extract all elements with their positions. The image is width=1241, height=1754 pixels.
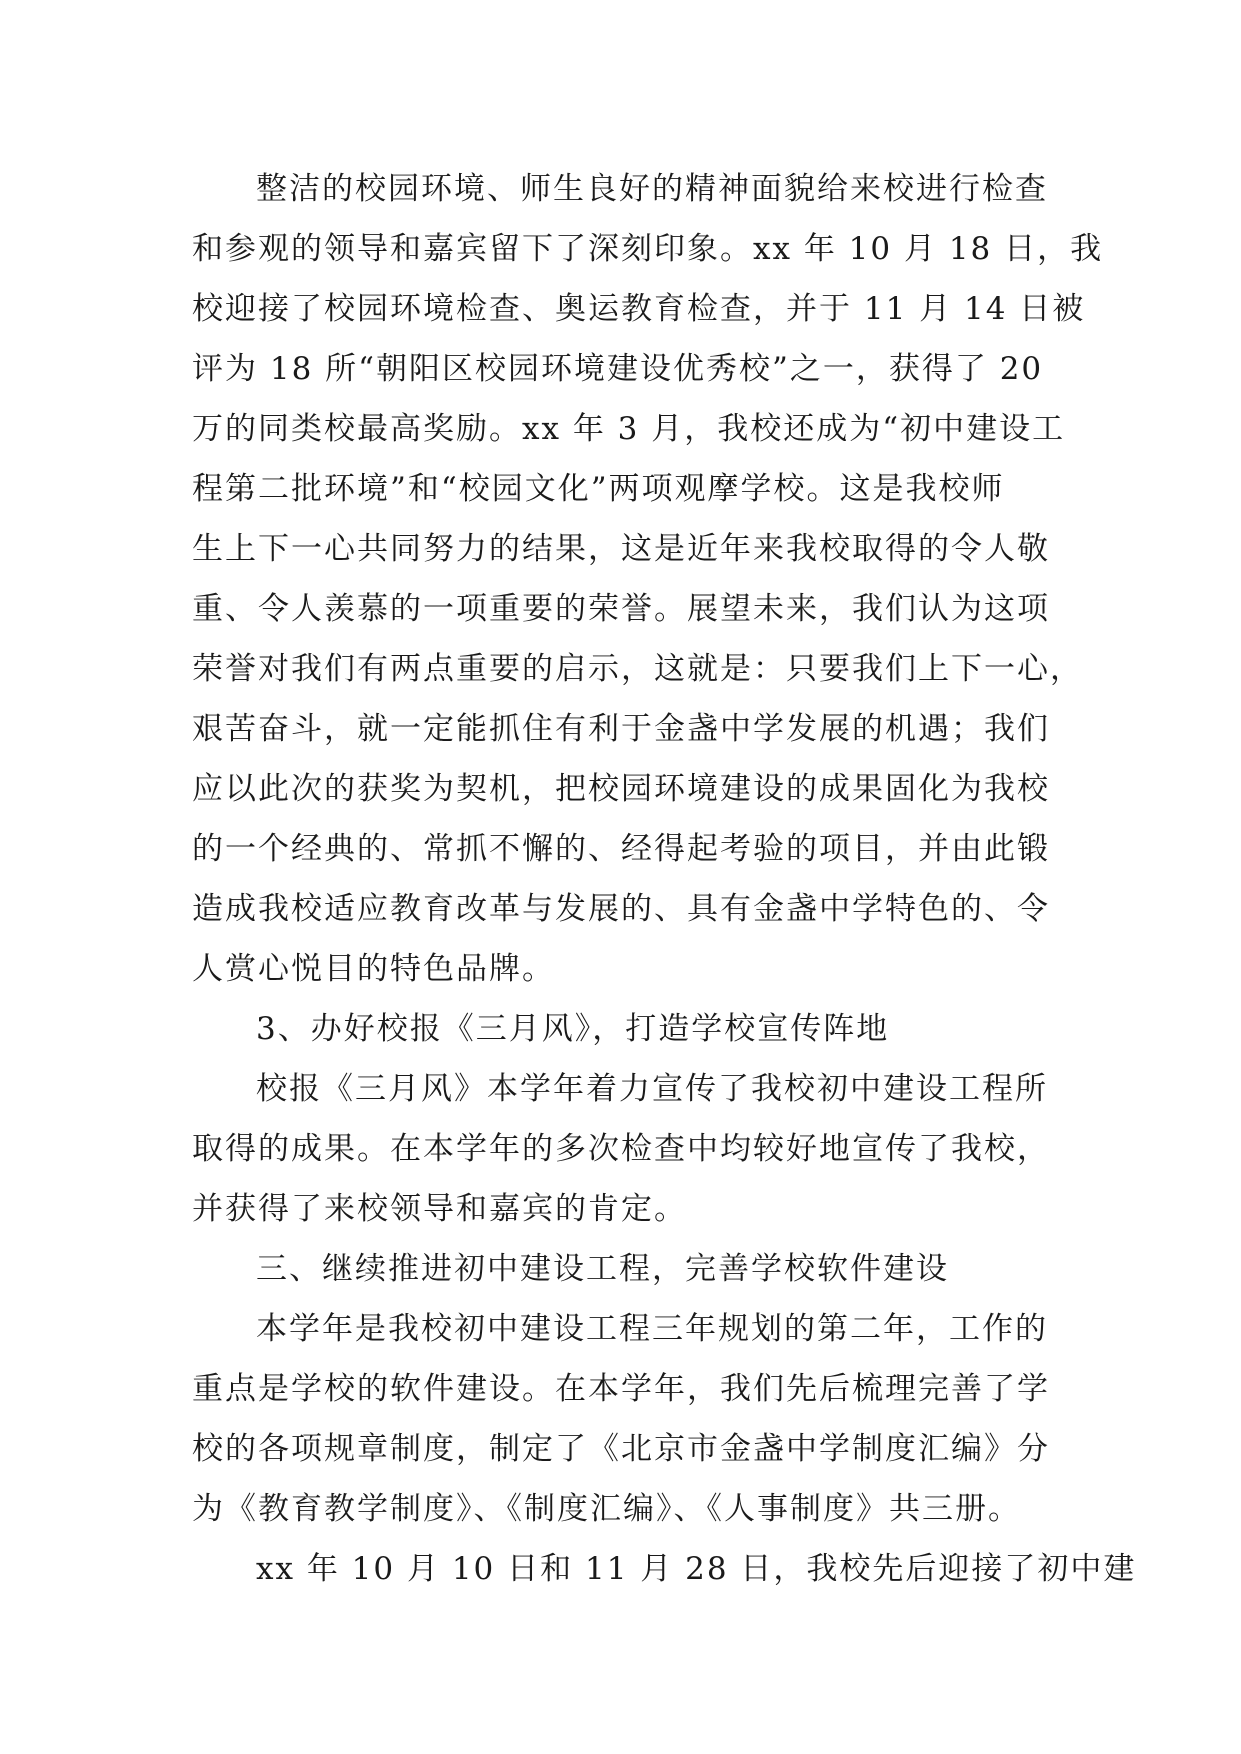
document-body xyxy=(192,159,1137,1599)
text-line: 生上下一心共同努力的结果，这是近年来我校取得的令人敬 xyxy=(192,531,1050,567)
text-line: 本学年是我校初中建设工程三年规划的第二年，工作的 xyxy=(256,1311,1048,1347)
text-line: 和参观的领导和嘉宾留下了深刻印象。xx 年 10 月 18 日，我 xyxy=(192,231,1104,267)
text-line: 的一个经典的、常抓不懈的、经得起考验的项目，并由此锻 xyxy=(192,831,1050,867)
text-line: 艰苦奋斗，就一定能抓住有利于金盏中学发展的机遇；我们 xyxy=(192,711,1050,747)
text-line: 人赏心悦目的特色品牌。 xyxy=(192,951,555,987)
text-line: 重点是学校的软件建设。在本学年，我们先后梳理完善了学 xyxy=(192,1371,1050,1407)
text-line: 造成我校适应教育改革与发展的、具有金盏中学特色的、令 xyxy=(192,891,1050,927)
text-line: 并获得了来校领导和嘉宾的肯定。 xyxy=(192,1191,687,1227)
text-line: 校迎接了校园环境检查、奥运教育检查，并于 11 月 14 日被 xyxy=(192,291,1086,327)
section-heading-school-newspaper xyxy=(192,999,1062,1059)
text-line: 整洁的校园环境、师生良好的精神面貌给来校进行检查 xyxy=(256,171,1048,207)
text-line: 程第二批环境”和“校园文化”两项观摩学校。这是我校师 xyxy=(192,471,1005,507)
text-line: 评为 18 所“朝阳区校园环境建设优秀校”之一，获得了 20 xyxy=(192,351,1044,387)
text-line: 荣誉对我们有两点重要的启示，这就是：只要我们上下一心， xyxy=(192,651,1083,687)
text-line: 取得的成果。在本学年的多次检查中均较好地宣传了我校， xyxy=(192,1131,1050,1167)
heading-line: 三、继续推进初中建设工程，完善学校软件建设 xyxy=(256,1251,949,1287)
text-line: 应以此次的获奖为契机，把校园环境建设的成果固化为我校 xyxy=(192,771,1050,807)
text-line: 校的各项规章制度，制定了《北京市金盏中学制度汇编》分 xyxy=(192,1431,1050,1467)
text-line: 重、令人羡慕的一项重要的荣誉。展望未来，我们认为这项 xyxy=(192,591,1050,627)
paragraph-school-newspaper xyxy=(192,1059,1062,1239)
text-line: xx 年 10 月 10 日和 11 月 28 日，我校先后迎接了初中建 xyxy=(256,1551,1137,1587)
text-line: 为《教育教学制度》、《制度汇编》、《人事制度》共三册。 xyxy=(192,1491,1021,1527)
text-line: 校报《三月风》本学年着力宣传了我校初中建设工程所 xyxy=(256,1071,1048,1107)
paragraph-software-construction xyxy=(192,1299,1062,1539)
paragraph-inspection-dates xyxy=(192,1539,1137,1599)
paragraph-campus-environment xyxy=(192,159,1104,999)
heading-line: 3、办好校报《三月风》，打造学校宣传阵地 xyxy=(256,1011,890,1047)
section-heading-software-construction xyxy=(192,1239,1062,1299)
text-line: 万的同类校最高奖励。xx 年 3 月，我校还成为“初中建设工 xyxy=(192,411,1066,447)
